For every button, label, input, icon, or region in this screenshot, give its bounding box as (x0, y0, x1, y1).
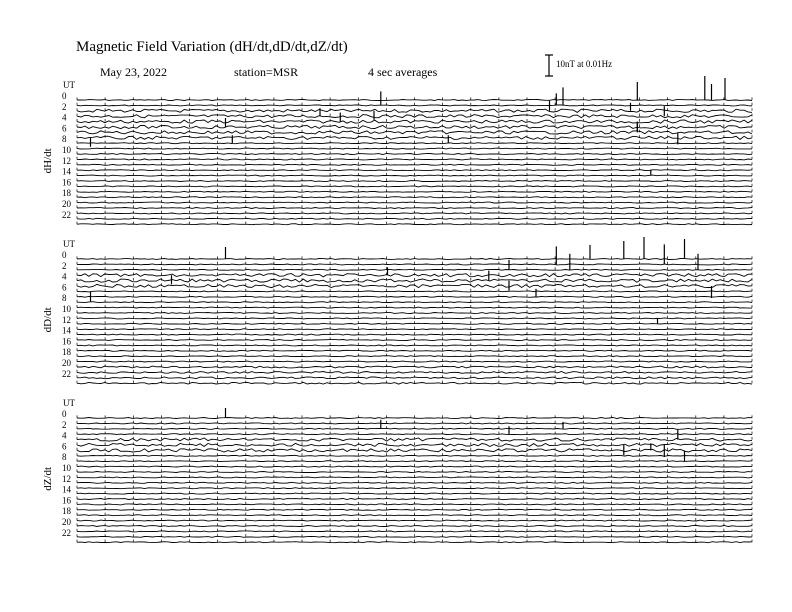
hour-tick-label: 6 (62, 441, 67, 452)
hour-tick-label: 16 (62, 495, 71, 506)
hour-tick-label: 14 (62, 325, 71, 336)
panel-dD-dt (42, 237, 752, 384)
hour-tick-label: 20 (62, 199, 71, 209)
hour-tick-label: 16 (62, 336, 71, 347)
hour-tick-label: 22 (62, 527, 71, 538)
hour-tick-label: 2 (62, 101, 67, 112)
hour-tick-label: 12 (62, 314, 71, 325)
hour-tick-label: 4 (62, 112, 67, 123)
ut-label: UT (63, 80, 75, 90)
hour-tick-label: 18 (62, 188, 71, 199)
hour-tick-label: 2 (62, 419, 67, 430)
hour-tick-label: 2 (62, 260, 67, 271)
hour-tick-label: 4 (62, 271, 67, 282)
hour-tick-label: 22 (62, 209, 71, 220)
hour-tick-label: 0 (62, 91, 67, 101)
component-label: dD/dt (42, 307, 54, 333)
hour-tick-label: 18 (62, 347, 71, 358)
chart-title: Magnetic Field Variation (dH/dt,dD/dt,dZ/dt) (76, 39, 348, 55)
hour-tick-label: 8 (62, 134, 67, 145)
hour-tick-label: 12 (62, 473, 71, 484)
hour-tick-label: 10 (62, 304, 71, 314)
scale-bar (545, 55, 553, 76)
component-label: dH/dt (42, 148, 54, 174)
hour-tick-label: 4 (62, 430, 67, 441)
hour-tick-label: 10 (62, 145, 71, 155)
hour-tick-label: 18 (62, 506, 71, 517)
hour-tick-label: 20 (62, 517, 71, 527)
hour-tick-label: 8 (62, 452, 67, 463)
hour-tick-label: 8 (62, 293, 67, 304)
component-label: dZ/dt (42, 466, 54, 491)
hour-tick-label: 12 (62, 155, 71, 166)
scale-bar-label: 10nT at 0.01Hz (556, 59, 613, 69)
panel-dH-dt (42, 76, 752, 225)
hour-tick-label: 14 (62, 484, 71, 495)
hour-tick-label: 10 (62, 463, 71, 473)
panel-dZ-dt (42, 398, 752, 543)
hour-tick-label: 6 (62, 282, 67, 293)
hour-tick-label: 16 (62, 177, 71, 188)
hour-tick-label: 22 (62, 368, 71, 379)
hour-tick-label: 6 (62, 123, 67, 134)
ut-label: UT (63, 239, 75, 249)
hour-tick-label: 20 (62, 358, 71, 368)
ut-label: UT (63, 398, 75, 408)
hour-tick-label: 14 (62, 166, 71, 177)
station-label: station=MSR (234, 65, 299, 79)
hour-tick-label: 0 (62, 250, 67, 260)
hour-tick-label: 0 (62, 409, 67, 419)
date-label: May 23, 2022 (100, 65, 167, 79)
averaging-label: 4 sec averages (368, 65, 438, 79)
